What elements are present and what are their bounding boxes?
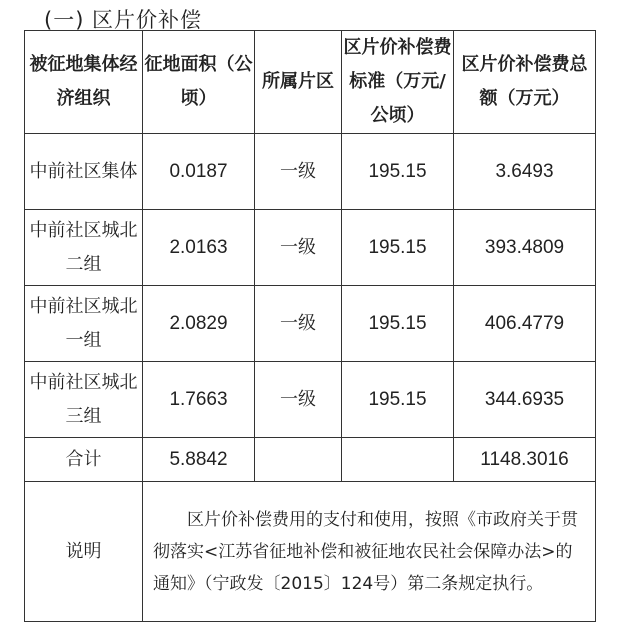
area-cell: 0.0187 (143, 134, 255, 210)
org-cell: 中前社区城北三组 (25, 362, 143, 438)
header-rate: 区片价补偿费标准（万元/公顷） (342, 31, 454, 134)
header-row (25, 31, 596, 134)
org-cell: 中前社区集体 (25, 134, 143, 210)
note-row (25, 482, 596, 622)
header-area: 征地面积（公顷） (143, 31, 255, 134)
rate-cell: 195.15 (342, 286, 454, 362)
sum-zone-empty (255, 438, 342, 482)
zone-cell: 一级 (255, 362, 342, 438)
area-cell: 1.7663 (143, 362, 255, 438)
rate-cell: 195.15 (342, 210, 454, 286)
table-row (25, 286, 596, 362)
note-text: 区片价补偿费用的支付和使用，按照《市政府关于贯彻落实<江苏省征地补偿和被征地农民社会保障办法>的通知》（宁政发〔2015〕124号）第二条规定执行。 (153, 509, 578, 594)
zone-cell: 一级 (255, 286, 342, 362)
total-cell: 3.6493 (454, 134, 596, 210)
sum-area: 5.8842 (143, 438, 255, 482)
section-title: (一) 区片价补偿 (44, 8, 203, 32)
note-cell (143, 482, 596, 622)
sum-label: 合计 (25, 438, 143, 482)
table-row (25, 134, 596, 210)
sum-row (25, 438, 596, 482)
area-cell: 2.0829 (143, 286, 255, 362)
zone-cell: 一级 (255, 210, 342, 286)
total-cell: 393.4809 (454, 210, 596, 286)
org-cell: 中前社区城北一组 (25, 286, 143, 362)
table-row (25, 210, 596, 286)
sum-rate-empty (342, 438, 454, 482)
rate-cell: 195.15 (342, 362, 454, 438)
zone-cell: 一级 (255, 134, 342, 210)
header-zone: 所属片区 (255, 31, 342, 134)
org-cell: 中前社区城北二组 (25, 210, 143, 286)
total-cell: 406.4779 (454, 286, 596, 362)
sum-total: 1148.3016 (454, 438, 596, 482)
total-cell: 344.6935 (454, 362, 596, 438)
area-cell: 2.0163 (143, 210, 255, 286)
table-row (25, 362, 596, 438)
rate-cell: 195.15 (342, 134, 454, 210)
compensation-table (24, 30, 596, 622)
header-org: 被征地集体经济组织 (25, 31, 143, 134)
header-total: 区片价补偿费总额（万元） (454, 31, 596, 134)
note-label: 说明 (25, 482, 143, 622)
